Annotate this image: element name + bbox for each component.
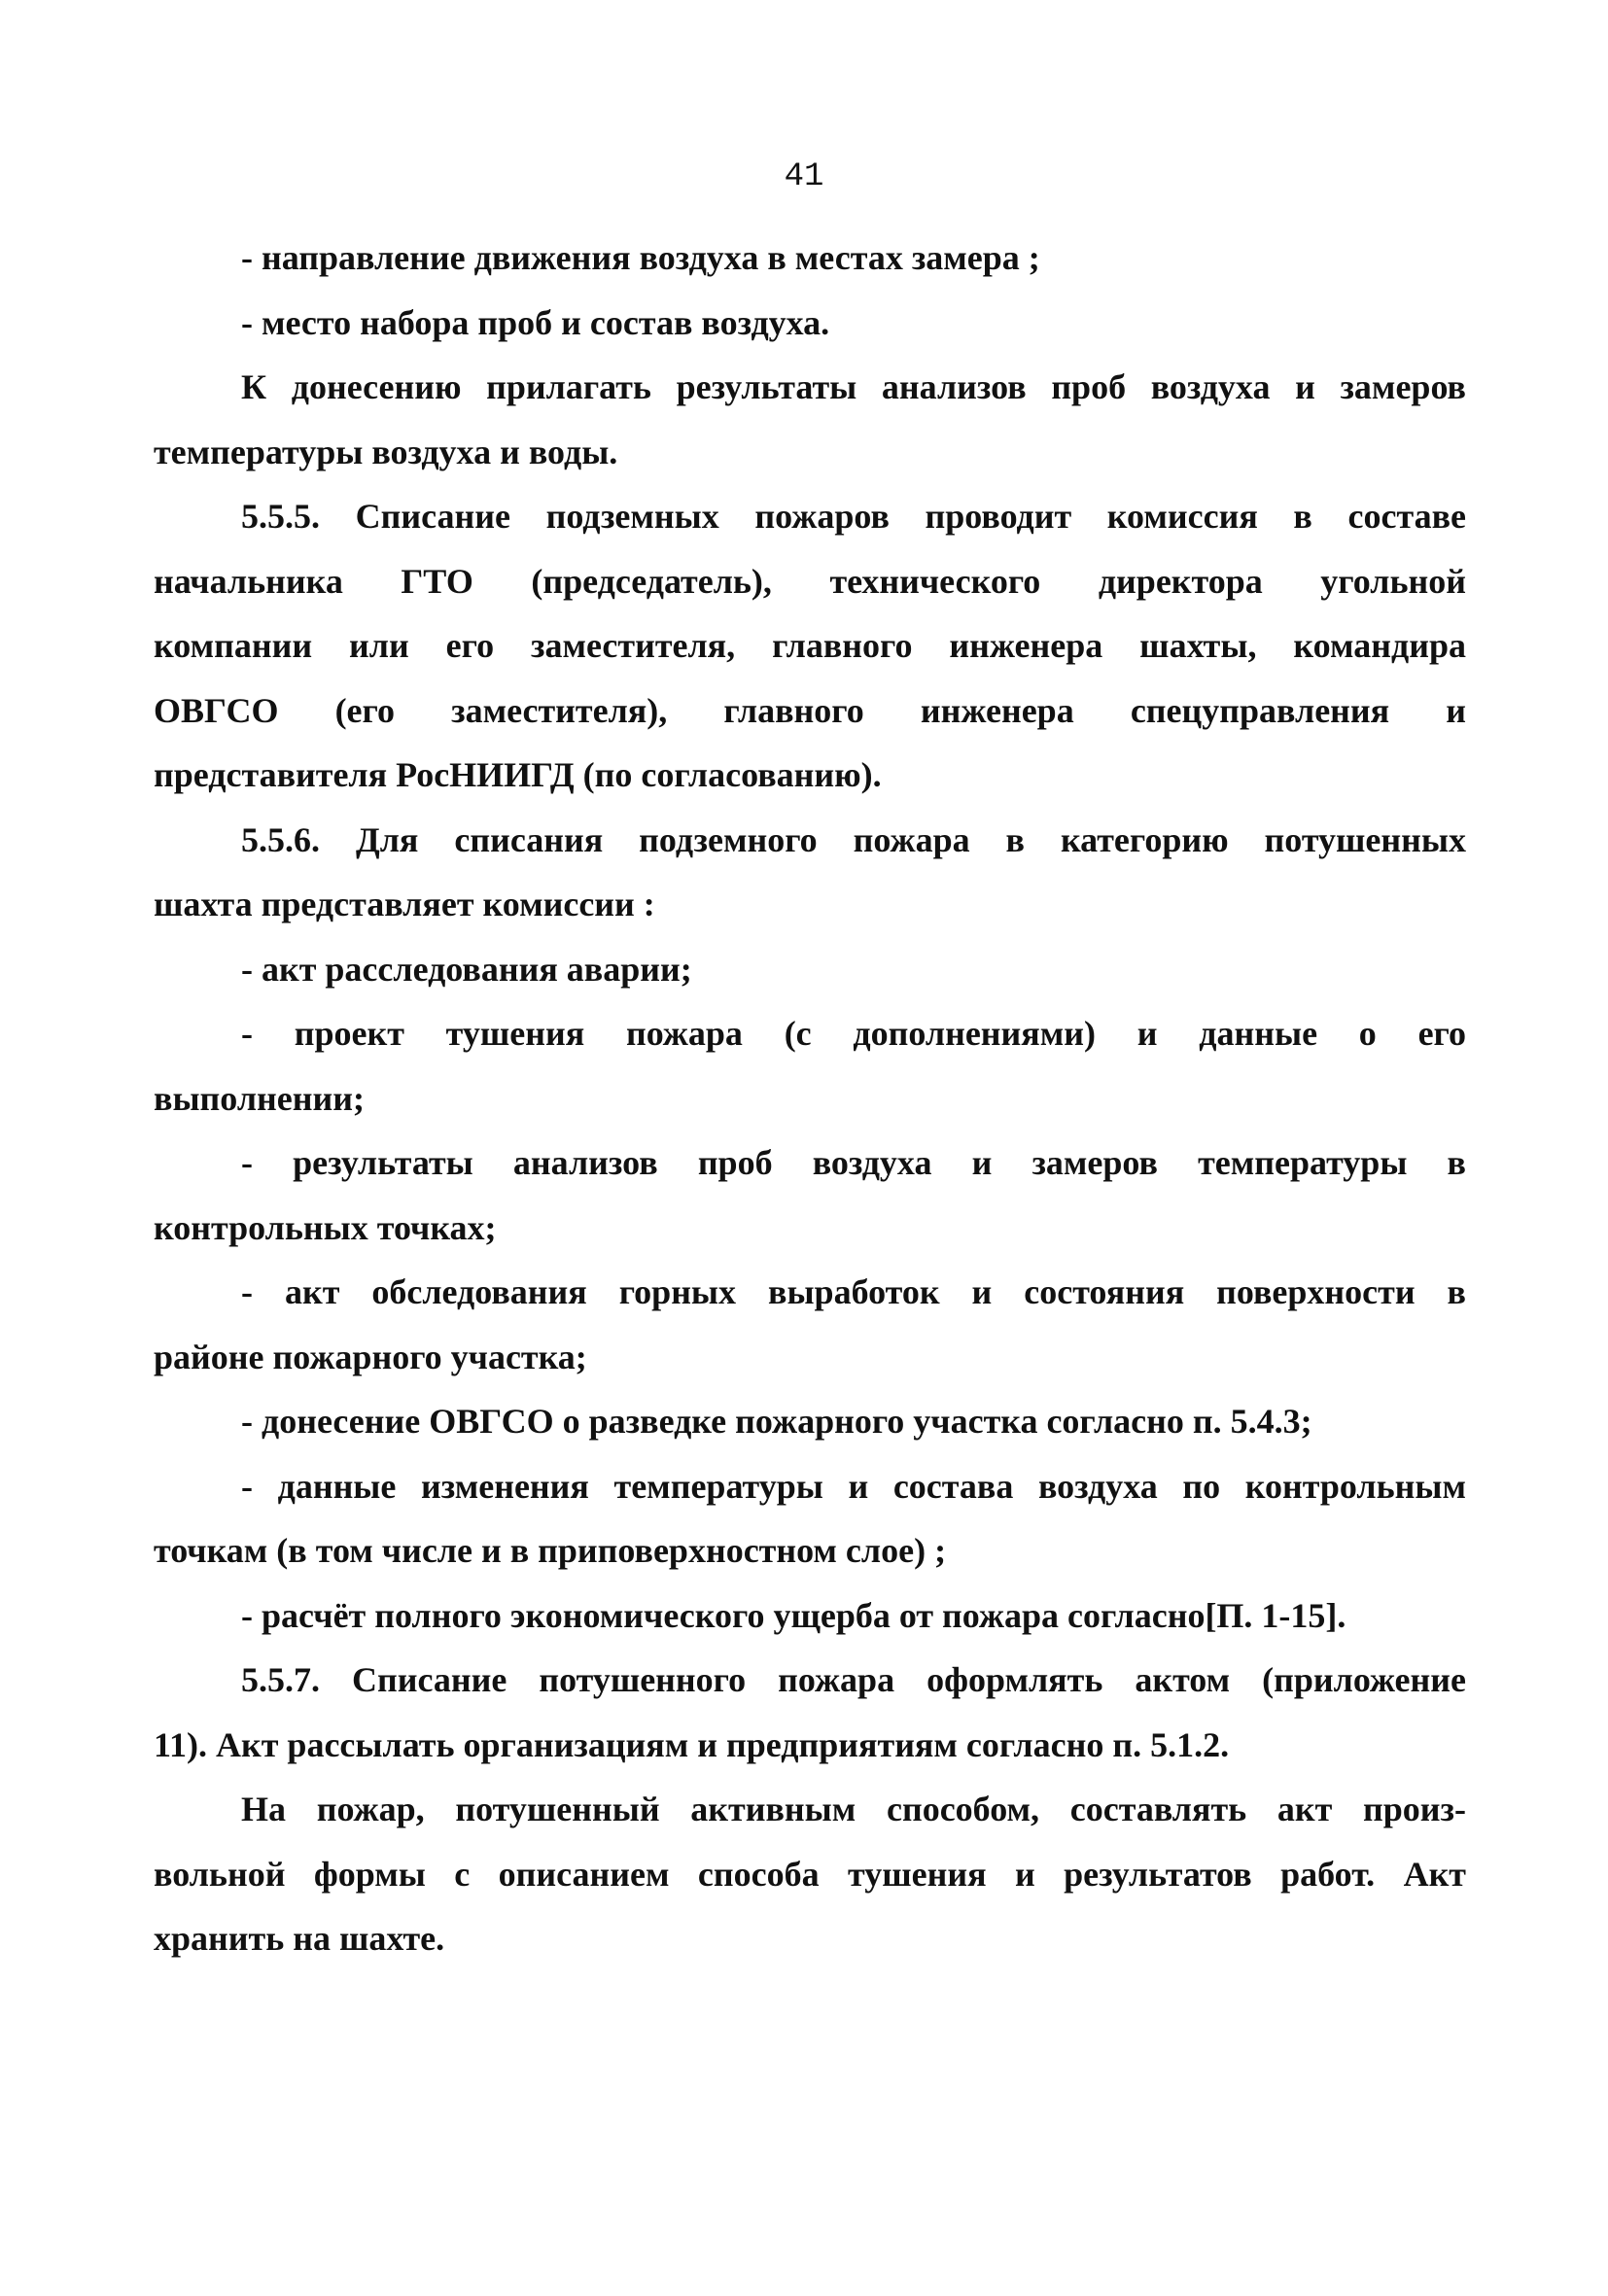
text-line: - результаты анализов проб воздуха и замеров температуры в	[241, 1143, 1466, 1182]
text-line: точкам (в том числе и в приповерхностном слое) ;	[154, 1531, 947, 1570]
body-text	[154, 226, 1466, 1971]
text-line: ОВГСО (его заместителя), главного инженера спецуправления и	[154, 690, 1466, 730]
text-line: - место набора проб и состав воздуха.	[241, 302, 830, 342]
text-line: - направление движения воздуха в местах замера ;	[241, 238, 1040, 277]
text-line: компании или его заместителя, главного инженера шахты, командира	[154, 626, 1466, 665]
text-line: - расчёт полного экономического ущерба от пожара согласно[П. 1-15].	[241, 1595, 1346, 1635]
text-line: - донесение ОВГСО о разведке пожарного участка согласно п. 5.4.3;	[241, 1402, 1312, 1441]
text-line: На пожар, потушенный активным способом, составлять акт произ-	[241, 1790, 1466, 1828]
text-line: 5.5.7. Списание потушенного пожара оформлять актом (приложение	[241, 1660, 1466, 1699]
text-line: - проект тушения пожара (с дополнениями) и данные о его	[241, 1014, 1466, 1053]
text-line: 11). Акт рассылать организациям и предприятиям согласно п. 5.1.2.	[154, 1724, 1230, 1764]
text-line: - акт расследования аварии;	[241, 949, 692, 989]
text-line: 5.5.6. Для списания подземного пожара в категорию потушенных	[241, 819, 1466, 859]
text-line: температуры воздуха и воды.	[154, 432, 618, 471]
text-line: К донесению прилагать результаты анализов проб воздуха и замеров	[241, 367, 1466, 406]
text-line: начальника ГТО (председатель), технического директора угольной	[154, 561, 1466, 601]
text-line: районе пожарного участка;	[154, 1337, 587, 1376]
text-line: контрольных точках;	[154, 1207, 497, 1247]
text-line: - данные изменения температуры и состава воздуха по контрольным	[241, 1466, 1466, 1506]
text-line: 5.5.5. Списание подземных пожаров проводит комиссия в составе	[241, 497, 1466, 536]
text-line: хранить на шахте.	[154, 1919, 445, 1958]
text-line: шахта представляет комиссии :	[154, 885, 655, 923]
text-line: - акт обследования горных выработок и состояния поверхности в	[241, 1272, 1466, 1311]
page-number: 41	[784, 158, 824, 195]
text-line: вольной формы с описанием способа тушения и результатов работ. Акт	[154, 1854, 1466, 1894]
text-line: выполнении;	[154, 1078, 365, 1118]
text-line: представителя РосНИИГД (по согласованию).	[154, 755, 882, 794]
